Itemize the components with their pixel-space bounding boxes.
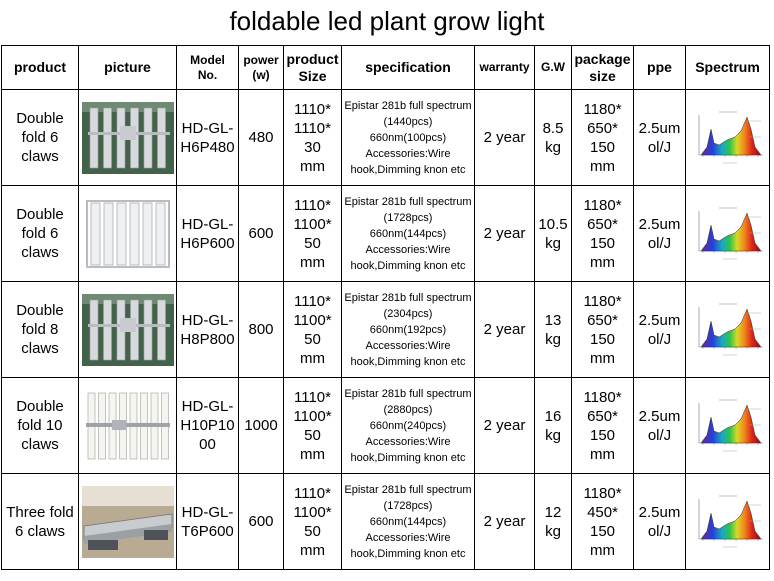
ppe-cell-line: 2.5um bbox=[638, 311, 681, 329]
product-size-cell bbox=[284, 474, 342, 570]
package-size-cell-line: 1180* bbox=[583, 100, 622, 118]
product-name-cell-line: Double bbox=[16, 206, 64, 223]
product-size-cell-line: 1110* bbox=[294, 196, 331, 214]
specification-cell-line: Accessories:Wire bbox=[365, 531, 451, 544]
product-size-cell-line: mm bbox=[300, 445, 325, 463]
product-name-cell-line: claws bbox=[21, 148, 59, 165]
specification-cell bbox=[342, 378, 475, 474]
specification-cell-line: 660nm(192pcs) bbox=[369, 323, 447, 336]
product-name-cell-line: claws bbox=[21, 436, 59, 453]
product-name-cell-line: fold 6 bbox=[21, 225, 59, 242]
product-photo bbox=[82, 102, 174, 174]
header-specification: specification bbox=[342, 46, 475, 90]
package-size-cell-line: 150 bbox=[589, 138, 616, 156]
product-size-cell-line: 1110* bbox=[294, 484, 331, 502]
specification-cell-line: hook,Dimming knon etc bbox=[350, 259, 466, 272]
table-row bbox=[2, 474, 770, 570]
header-warranty: warranty bbox=[475, 46, 535, 90]
specification-cell-line: (1728pcs) bbox=[383, 211, 433, 224]
product-name-cell-line: claws bbox=[21, 340, 59, 357]
model-cell bbox=[177, 90, 239, 186]
specification-cell-line: 660nm(144pcs) bbox=[369, 515, 447, 528]
table-row bbox=[2, 90, 770, 186]
package-size-cell bbox=[572, 282, 634, 378]
product-table bbox=[1, 45, 770, 570]
package-size-cell-line: 450* bbox=[587, 503, 618, 521]
product-size-cell-line: 1100* bbox=[293, 407, 332, 425]
power-cell: 1000 bbox=[239, 378, 284, 474]
spectrum-chart-thumbnail bbox=[689, 203, 767, 265]
package-size-cell-line: mm bbox=[590, 253, 615, 271]
warranty-cell: 2 year bbox=[475, 186, 535, 282]
package-size-cell-line: 650* bbox=[587, 119, 618, 137]
product-name-cell-line: Double bbox=[16, 302, 64, 319]
ppe-cell-line: ol/J bbox=[647, 234, 672, 252]
product-size-cell-line: 1110* bbox=[294, 100, 331, 118]
specification-cell bbox=[342, 474, 475, 570]
package-size-cell-line: 150 bbox=[589, 426, 616, 444]
model-cell-line: H8P800 bbox=[180, 330, 235, 348]
package-size-cell bbox=[572, 474, 634, 570]
ppe-cell-line: 2.5um bbox=[638, 407, 681, 425]
product-size-cell-line: mm bbox=[300, 349, 325, 367]
gw-cell bbox=[535, 90, 572, 186]
spectrum-cell bbox=[686, 378, 770, 474]
specification-cell-line: Epistar 281b full spectrum bbox=[344, 195, 472, 208]
ppe-cell-line: ol/J bbox=[647, 522, 672, 540]
ppe-cell-line: 2.5um bbox=[638, 215, 681, 233]
specification-cell-line: Epistar 281b full spectrum bbox=[344, 99, 472, 112]
warranty-cell: 2 year bbox=[475, 378, 535, 474]
product-size-cell-line: 1100* bbox=[293, 215, 332, 233]
spectrum-cell bbox=[686, 186, 770, 282]
warranty-cell: 2 year bbox=[475, 282, 535, 378]
picture-cell bbox=[79, 282, 177, 378]
specification-cell-line: Accessories:Wire bbox=[365, 147, 451, 160]
product-name-cell bbox=[2, 282, 79, 378]
specification-cell-line: hook,Dimming knon etc bbox=[350, 451, 466, 464]
package-size-cell-line: 150 bbox=[589, 522, 616, 540]
header-power: power (w) bbox=[239, 46, 284, 90]
specification-cell-line: Accessories:Wire bbox=[365, 435, 451, 448]
ppe-cell bbox=[634, 282, 686, 378]
package-size-cell-line: 1180* bbox=[583, 292, 622, 310]
product-size-cell-line: 1100* bbox=[293, 311, 332, 329]
product-size-cell-line: mm bbox=[300, 541, 325, 559]
power-cell: 600 bbox=[239, 474, 284, 570]
model-cell-line: H6P600 bbox=[180, 234, 235, 252]
gw-cell bbox=[535, 378, 572, 474]
header-row bbox=[2, 46, 770, 90]
model-cell-line: H6P480 bbox=[180, 138, 235, 156]
product-name-cell-line: claws bbox=[21, 244, 59, 261]
ppe-cell-line: 2.5um bbox=[638, 119, 681, 137]
product-name-cell bbox=[2, 90, 79, 186]
package-size-cell-line: mm bbox=[590, 541, 615, 559]
header-package-size: package size bbox=[572, 46, 634, 90]
package-size-cell-line: mm bbox=[590, 157, 615, 175]
specification-cell-line: (1440pcs) bbox=[383, 115, 433, 128]
package-size-cell bbox=[572, 186, 634, 282]
package-size-cell-line: 1180* bbox=[583, 388, 622, 406]
model-cell bbox=[177, 186, 239, 282]
product-size-cell-line: mm bbox=[300, 157, 325, 175]
product-name-cell bbox=[2, 378, 79, 474]
gw-cell-line: kg bbox=[545, 426, 561, 444]
product-name-cell-line: Three fold bbox=[6, 503, 74, 521]
product-size-cell-line: 1110* bbox=[294, 292, 331, 310]
spectrum-chart-thumbnail bbox=[689, 491, 767, 553]
product-name-cell-line: fold 8 bbox=[21, 321, 59, 338]
product-photo bbox=[82, 294, 174, 366]
product-size-cell-line: 1110* bbox=[294, 388, 331, 406]
package-size-cell bbox=[572, 378, 634, 474]
spectrum-cell bbox=[686, 90, 770, 186]
package-size-cell-line: 650* bbox=[587, 311, 618, 329]
header-gw: G.W bbox=[535, 46, 572, 90]
header-product: product bbox=[2, 46, 79, 90]
gw-cell bbox=[535, 186, 572, 282]
gw-cell bbox=[535, 282, 572, 378]
product-size-cell-line: 50 bbox=[304, 426, 321, 444]
product-name-cell-line: Double bbox=[16, 398, 64, 415]
model-cell-line: HD-GL- bbox=[181, 311, 234, 329]
model-cell bbox=[177, 282, 239, 378]
product-size-cell-line: mm bbox=[300, 253, 325, 271]
header-spectrum: Spectrum bbox=[686, 46, 770, 90]
product-name-cell-line: 6 claws bbox=[14, 522, 66, 540]
ppe-cell bbox=[634, 186, 686, 282]
spectrum-cell bbox=[686, 282, 770, 378]
model-cell-line: HD-GL- bbox=[181, 503, 234, 521]
specification-cell-line: Epistar 281b full spectrum bbox=[344, 483, 472, 496]
product-photo bbox=[82, 198, 174, 270]
specification-cell-line: hook,Dimming knon etc bbox=[350, 547, 466, 560]
ppe-cell-line: ol/J bbox=[647, 426, 672, 444]
model-cell-line: HD-GL- bbox=[181, 119, 234, 137]
specification-cell bbox=[342, 186, 475, 282]
product-name-cell-line: fold 10 bbox=[17, 417, 63, 434]
product-size-cell-line: 1110* bbox=[294, 119, 331, 137]
table-row bbox=[2, 282, 770, 378]
ppe-cell bbox=[634, 474, 686, 570]
specification-cell-line: (2880pcs) bbox=[383, 403, 433, 416]
product-size-cell bbox=[284, 378, 342, 474]
product-size-cell bbox=[284, 90, 342, 186]
package-size-cell-line: mm bbox=[590, 349, 615, 367]
power-cell: 800 bbox=[239, 282, 284, 378]
header-picture: picture bbox=[79, 46, 177, 90]
product-photo bbox=[82, 486, 174, 558]
model-cell-line: T6P600 bbox=[181, 522, 234, 540]
gw-cell-line: 13 bbox=[544, 311, 562, 329]
gw-cell-line: kg bbox=[545, 522, 561, 540]
gw-cell-line: kg bbox=[545, 138, 561, 156]
picture-cell bbox=[79, 186, 177, 282]
specification-cell-line: hook,Dimming knon etc bbox=[350, 163, 466, 176]
ppe-cell bbox=[634, 90, 686, 186]
gw-cell-line: 12 bbox=[544, 503, 562, 521]
product-photo bbox=[82, 390, 174, 462]
product-size-cell-line: 30 bbox=[304, 138, 321, 156]
page-title: foldable led plant grow light bbox=[229, 6, 545, 36]
model-cell-line: H10P10 bbox=[180, 417, 235, 434]
specification-cell-line: Epistar 281b full spectrum bbox=[344, 387, 472, 400]
package-size-cell-line: mm bbox=[590, 445, 615, 463]
specification-cell-line: 660nm(144pcs) bbox=[369, 227, 447, 240]
product-name-cell-line: Double bbox=[16, 110, 64, 127]
product-size-cell bbox=[284, 186, 342, 282]
product-name-cell bbox=[2, 186, 79, 282]
picture-cell bbox=[79, 378, 177, 474]
power-cell: 600 bbox=[239, 186, 284, 282]
product-size-cell-line: 50 bbox=[304, 234, 321, 252]
header-model: Model No. bbox=[177, 46, 239, 90]
package-size-cell bbox=[572, 90, 634, 186]
product-size-cell-line: 50 bbox=[304, 330, 321, 348]
spectrum-chart-thumbnail bbox=[689, 299, 767, 361]
warranty-cell: 2 year bbox=[475, 474, 535, 570]
package-size-cell-line: 1180* bbox=[583, 484, 622, 502]
product-name-cell bbox=[2, 474, 79, 570]
ppe-cell-line: 2.5um bbox=[638, 503, 681, 521]
product-size-cell bbox=[284, 282, 342, 378]
specification-cell-line: (1728pcs) bbox=[383, 499, 433, 512]
model-cell bbox=[177, 378, 239, 474]
warranty-cell: 2 year bbox=[475, 90, 535, 186]
package-size-cell-line: 150 bbox=[589, 330, 616, 348]
package-size-cell-line: 1180* bbox=[583, 196, 622, 214]
power-cell: 480 bbox=[239, 90, 284, 186]
package-size-cell-line: 650* bbox=[587, 215, 618, 233]
gw-cell-line: 8.5 bbox=[542, 119, 564, 137]
picture-cell bbox=[79, 90, 177, 186]
spectrum-cell bbox=[686, 474, 770, 570]
package-size-cell-line: 650* bbox=[587, 407, 618, 425]
spectrum-chart-thumbnail bbox=[689, 395, 767, 457]
ppe-cell-line: ol/J bbox=[647, 330, 672, 348]
header-product-size: product Size bbox=[284, 46, 342, 90]
package-size-cell-line: 150 bbox=[589, 234, 616, 252]
table-row bbox=[2, 186, 770, 282]
model-cell-line: 00 bbox=[199, 436, 216, 453]
gw-cell-line: kg bbox=[545, 330, 561, 348]
model-cell-line: HD-GL- bbox=[181, 398, 234, 415]
specification-cell bbox=[342, 282, 475, 378]
gw-cell-line: kg bbox=[545, 234, 561, 252]
picture-cell bbox=[79, 474, 177, 570]
specification-cell-line: 660nm(100pcs) bbox=[369, 131, 447, 144]
gw-cell-line: 10.5 bbox=[538, 215, 568, 233]
specification-cell bbox=[342, 90, 475, 186]
ppe-cell-line: ol/J bbox=[647, 138, 672, 156]
gw-cell-line: 16 bbox=[544, 407, 562, 425]
specification-cell-line: Accessories:Wire bbox=[365, 339, 451, 352]
header-ppe: ppe bbox=[634, 46, 686, 90]
specification-cell-line: Accessories:Wire bbox=[365, 243, 451, 256]
specification-cell-line: Epistar 281b full spectrum bbox=[344, 291, 472, 304]
spectrum-chart-thumbnail bbox=[689, 107, 767, 169]
specification-cell-line: (2304pcs) bbox=[383, 307, 433, 320]
product-size-cell-line: 1100* bbox=[293, 503, 332, 521]
product-size-cell-line: 50 bbox=[304, 522, 321, 540]
table-row bbox=[2, 378, 770, 474]
product-name-cell-line: fold 6 bbox=[21, 129, 59, 146]
model-cell bbox=[177, 474, 239, 570]
ppe-cell bbox=[634, 378, 686, 474]
model-cell-line: HD-GL- bbox=[181, 215, 234, 233]
specification-cell-line: hook,Dimming knon etc bbox=[350, 355, 466, 368]
specification-cell-line: 660nm(240pcs) bbox=[369, 419, 447, 432]
gw-cell bbox=[535, 474, 572, 570]
